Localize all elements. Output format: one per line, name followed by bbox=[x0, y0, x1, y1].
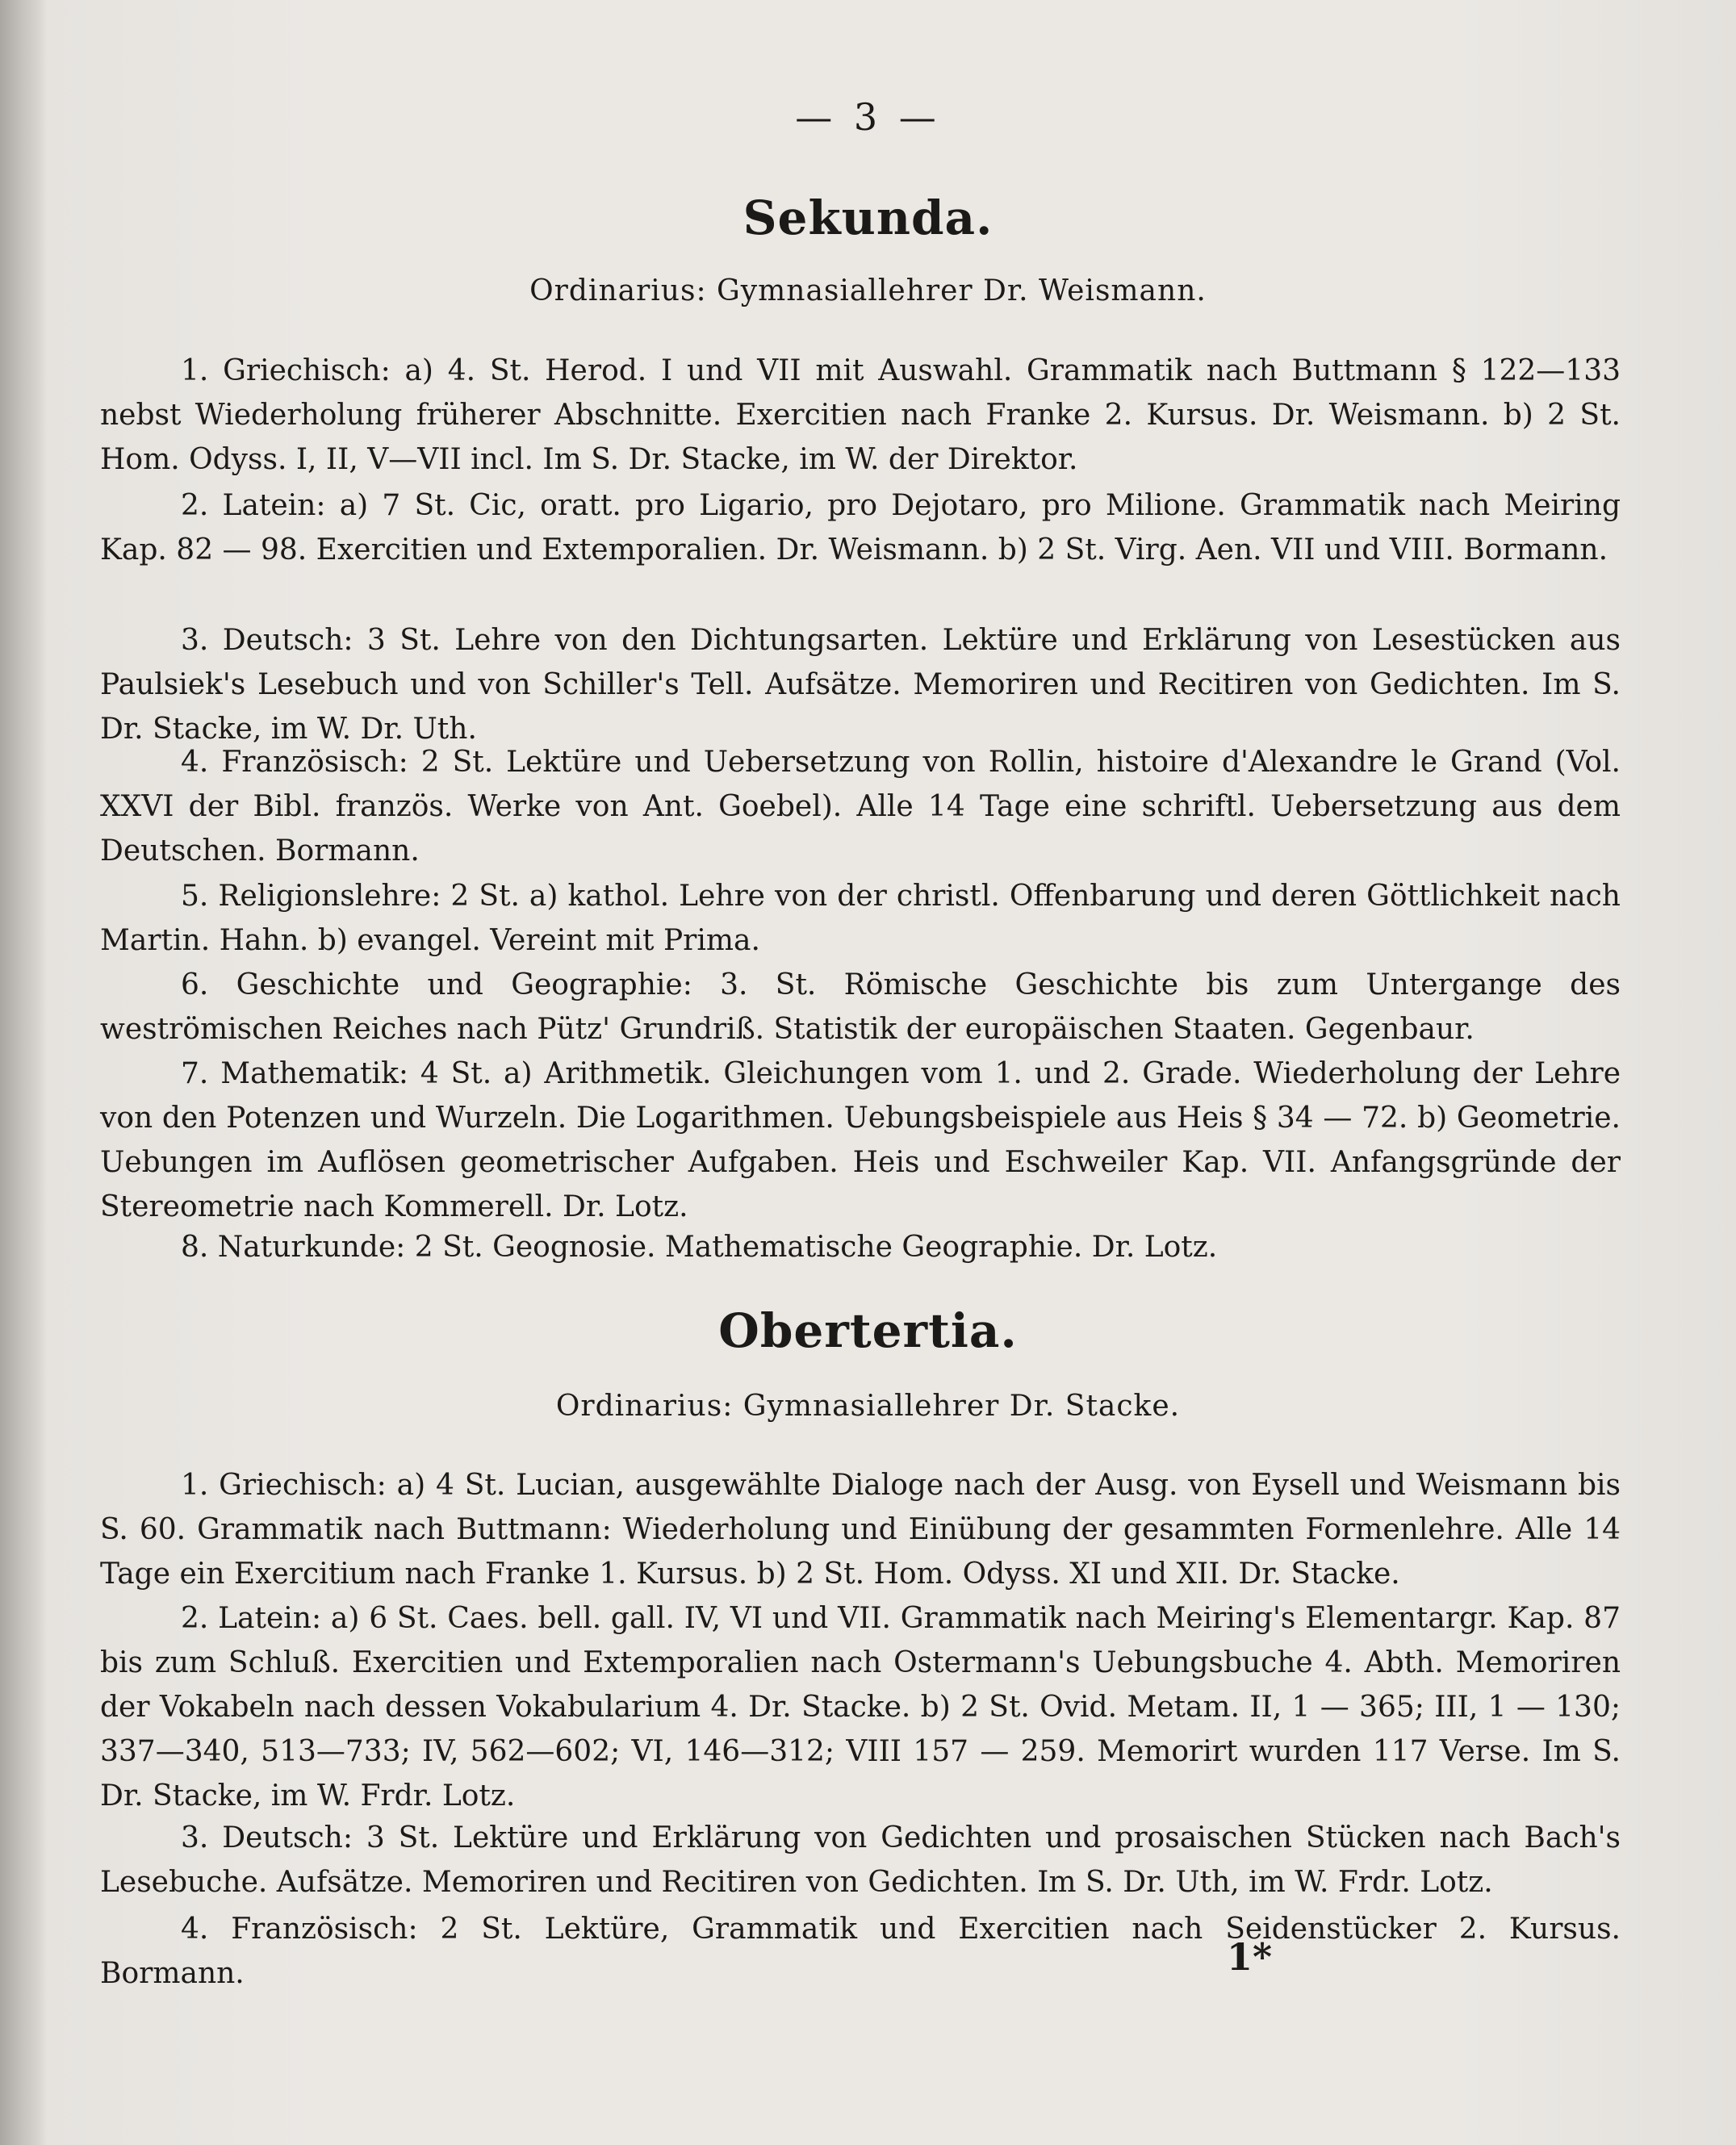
sekunda-item-deutsch: 3. Deutsch: 3 St. Lehre von den Dichtungsarten. Lektüre und Erklärung von Lesestücken aus Paulsiek's Lesebuch und von Schiller's Tell. Aufsätze. Memoriren und Recitiren von Gedichten. Im S. Dr. Stacke, im W. Dr. Uth. bbox=[100, 624, 1621, 746]
sekunda-item-franzoesisch: 4. Französisch: 2 St. Lektüre und Uebersetzung von Rollin, histoire d'Alexandre le Grand (Vol. XXVI der Bibl. französ. Werke von Ant. Goebel). Alle 14 Tage eine schriftl. Uebersetzung aus dem Deutschen. Bormann. bbox=[100, 746, 1621, 868]
binding-gutter bbox=[0, 0, 47, 2145]
sekunda-item-griechisch: 1. Griechisch: a) 4. St. Herod. I und VII mit Auswahl. Grammatik nach Buttmann § 122—133 nebst Wiederholung früherer Abschnitte. Exercitien nach Franke 2. Kursus. Dr. Weismann. b) 2 St. Hom. Odyss. I, II, V—VII incl. Im S. Dr. Stacke, im W. der Direktor. bbox=[100, 354, 1621, 476]
obertertia-item-latein: 2. Latein: a) 6 St. Caes. bell. gall. IV, VI und VII. Grammatik nach Meiring's Elementargr. Kap. 87 bis zum Schluß. Exercitien und Extemporalien nach Ostermann's Uebungsbuche 4. Abth. Memoriren der Vokabeln nach dessen Vokabularium 4. Dr. Stacke. b) 2 St. Ovid. Metam. II, 1 — 365; III, 1 — 130; 337—340, 513—733; IV, 562—602; VI, 146—312; VIII 157 — 259. Memorirt wurden 117 Verse. Im S. Dr. Stacke, im W. Frdr. Lotz. bbox=[100, 1602, 1621, 1813]
obertertia-item-franzoesisch: 4. Französisch: 2 St. Lektüre, Grammatik und Exercitien nach Seidenstücker 2. Kursus. Bormann. bbox=[100, 1913, 1621, 1990]
sekunda-item-latein: 2. Latein: a) 7 St. Cic, oratt. pro Ligario, pro Dejotaro, pro Milione. Grammatik nach Meiring Kap. 82 — 98. Exercitien und Extemporalien. Dr. Weismann. b) 2 St. Virg. Aen. VII und VIII. Bormann. bbox=[100, 489, 1621, 567]
sekunda-item-mathematik: 7. Mathematik: 4 St. a) Arithmetik. Gleichungen vom 1. und 2. Grade. Wiederholung der Lehre von den Potenzen und Wurzeln. Die Logarithmen. Uebungsbeispiele aus Heis § 34 — 72. b) Geometrie. Uebungen im Auflösen geometrischer Aufgaben. Heis und Eschweiler Kap. VII. Anfangsgründe der Stereometrie nach Kommerell. Dr. Lotz. bbox=[100, 1057, 1621, 1223]
sekunda-item-geschichte: 6. Geschichte und Geographie: 3. St. Römische Geschichte bis zum Untergange des weströmischen Reiches nach Pütz' Grundriß. Statistik der europäischen Staaten. Gegenbaur. bbox=[100, 968, 1621, 1046]
sekunda-item-religionslehre: 5. Religionslehre: 2 St. a) kathol. Lehre von der christl. Offenbarung und deren Göttlichkeit nach Martin. Hahn. b) evangel. Vereint mit Prima. bbox=[100, 880, 1621, 957]
section-title-sekunda: Sekunda. bbox=[743, 190, 993, 245]
section-title-obertertia: Obertertia. bbox=[718, 1303, 1018, 1358]
obertertia-item-griechisch: 1. Griechisch: a) 4 St. Lucian, ausgewählte Dialoge nach der Ausg. von Eysell und Weismann bis S. 60. Grammatik nach Buttmann: Wiederholung und Einübung der gesammten Formenlehre. Alle 14 Tage ein Exercitium nach Franke 1. Kursus. b) 2 St. Hom. Odyss. XI und XII. Dr. Stacke. bbox=[100, 1469, 1621, 1591]
page-number: — 3 — bbox=[795, 95, 941, 139]
signature-mark: 1* bbox=[1227, 1935, 1273, 1979]
ordinarius-sekunda: Ordinarius: Gymnasiallehrer Dr. Weismann. bbox=[529, 274, 1207, 307]
obertertia-item-deutsch: 3. Deutsch: 3 St. Lektüre und Erklärung von Gedichten und prosaischen Stücken nach Bach's Lesebuche. Aufsätze. Memoriren und Recitiren von Gedichten. Im S. Dr. Uth, im W. Frdr. Lotz. bbox=[100, 1821, 1621, 1899]
ordinarius-obertertia: Ordinarius: Gymnasiallehrer Dr. Stacke. bbox=[555, 1390, 1181, 1423]
sekunda-item-naturkunde: 8. Naturkunde: 2 St. Geognosie. Mathematische Geographie. Dr. Lotz. bbox=[181, 1231, 1218, 1264]
